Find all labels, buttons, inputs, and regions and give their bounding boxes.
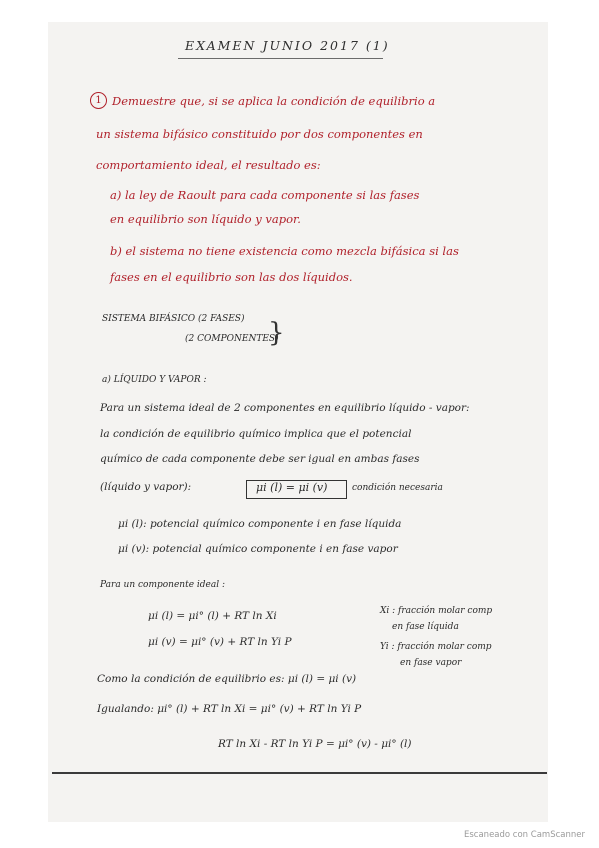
equating-line: Igualando: μi° (l) + RT ln Xi = μi° (v) + RT ln Yi P: [97, 703, 362, 715]
question-line: Demuestre que, si se aplica la condición de equilibrio a: [112, 94, 436, 108]
question-line: comportamiento ideal, el resultado es:: [96, 158, 321, 172]
title-underline: [178, 58, 383, 59]
page-title: EXAMEN JUNIO 2017 (1): [185, 38, 390, 53]
note-yi: en fase vapor: [400, 658, 462, 668]
system-label: SISTEMA BIFÁSICO (2 FASES): [102, 314, 245, 324]
equilibrium-condition: Como la condición de equilibrio es: μi (l) = μi (v): [97, 673, 357, 685]
note-xi: en fase líquida: [392, 622, 459, 632]
page-bottom-rule: [52, 772, 547, 774]
question-line: un sistema bifásico constituido por dos componentes en: [96, 127, 423, 141]
definition-liquid: μi (l): potencial químico componente i en fase líquida: [118, 518, 402, 530]
answer-paragraph-line: la condición de equilibrio químico implica que el potencial: [100, 428, 412, 440]
boxed-note: condición necesaria: [352, 483, 443, 493]
answer-paragraph-line: Para un sistema ideal de 2 componentes en equilibrio líquido - vapor:: [100, 402, 470, 414]
equation-liquid: μi (l) = μi° (l) + RT ln Xi: [148, 610, 277, 622]
components-label: (2 COMPONENTES): [185, 334, 279, 344]
result-equation: RT ln Xi - RT ln Yi P = μi° (v) - μi° (l): [218, 738, 412, 750]
answer-paragraph-line: (líquido y vapor):: [100, 481, 192, 493]
definition-vapor: μi (v): potencial químico componente i en fase vapor: [118, 543, 398, 555]
question-number: 1: [90, 92, 107, 109]
question-item-a: a) la ley de Raoult para cada componente si las fases: [110, 188, 420, 202]
scanned-page: [48, 22, 548, 822]
note-xi: Xi : fracción molar comp: [380, 606, 493, 616]
equation-vapor: μi (v) = μi° (v) + RT ln Yi P: [148, 636, 292, 648]
answer-paragraph-line: químico de cada componente debe ser igual en ambas fases: [100, 453, 420, 465]
scanner-watermark: Escaneado con CamScanner: [464, 830, 585, 840]
ideal-component-heading: Para un componente ideal :: [100, 580, 225, 590]
question-item-a: en equilibrio son líquido y vapor.: [110, 212, 301, 226]
question-item-b: fases en el equilibrio son las dos líquidos.: [110, 270, 353, 284]
brace-symbol: }: [268, 318, 285, 348]
question-item-b: b) el sistema no tiene existencia como mezcla bifásica si las: [110, 244, 459, 258]
case-a-heading: a) LÍQUIDO Y VAPOR :: [102, 375, 207, 385]
note-yi: Yi : fracción molar comp: [380, 642, 492, 652]
boxed-equation: μi (l) = μi (v): [256, 481, 328, 494]
